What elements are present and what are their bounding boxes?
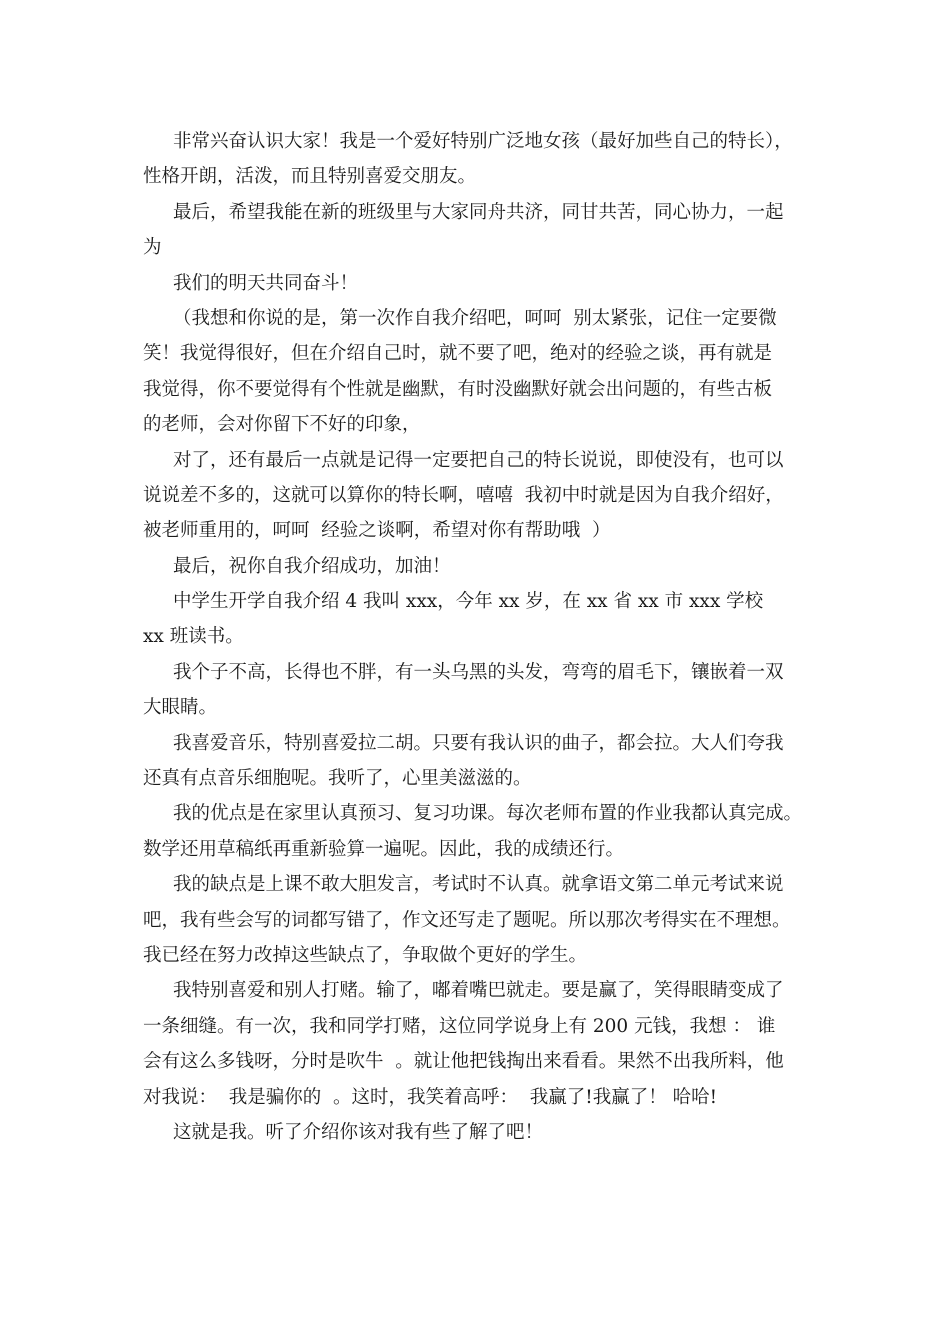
text-line: 的老师，会对你留下不好的印象， — [143, 414, 421, 436]
text-line: xx 班读书。 — [143, 626, 244, 648]
text-line: 我喜爱音乐，特别喜爱拉二胡。只要有我认识的曲子，都会拉。大人们夸我 — [173, 732, 784, 754]
text-line: （我想和你说的是，第一次作自我介绍吧，呵呵 别太紧张，记住一定要微 — [173, 307, 777, 329]
document-body — [143, 124, 815, 1150]
text-line: 还真有点音乐细胞呢。我听了，心里美滋滋的。 — [143, 768, 532, 790]
text-line: 笑！我觉得很好，但在介绍自己时，就不要了吧，绝对的经验之谈，再有就是 — [143, 343, 773, 365]
text-line: 大眼睛。 — [143, 697, 218, 719]
text-line: 对我说： 我是骗你的 。这时，我笑着高呼： 我赢了!我赢了！ 哈哈! — [143, 1086, 718, 1108]
text-line: 说说差不多的，这就可以算你的特长啊，嘻嘻 我初中时就是因为自我介绍好， — [143, 484, 784, 506]
text-line: 我的优点是在家里认真预习、复习功课。每次老师布置的作业我都认真完成。 — [173, 803, 803, 825]
text-line: 会有这么多钱呀，分时是吹牛 。就让他把钱掏出来看看。果然不出我所料，他 — [143, 1051, 784, 1073]
text-line: 中学生开学自我介绍 4 我叫 xxx，今年 xx 岁，在 xx 省 xx 市 xxx 学校 — [173, 591, 764, 613]
text-line: 最后，祝你自我介绍成功，加油！ — [173, 555, 451, 577]
text-line: 对了，还有最后一点就是记得一定要把自己的特长说说，即使没有，也可以 — [173, 449, 784, 471]
text-line: 性格开朗，活泼，而且特别喜爱交朋友。 — [143, 166, 477, 188]
text-line: 我特别喜爱和别人打赌。输了，嘟着嘴巴就走。要是赢了，笑得眼睛变成了 — [173, 980, 784, 1002]
text-line: 最后，希望我能在新的班级里与大家同舟共济，同甘共苦，同心协力，一起 — [173, 201, 784, 223]
text-line: 为 — [143, 237, 162, 259]
text-line: 非常兴奋认识大家！我是一个爱好特别广泛地女孩（最好加些自己的特长）， — [173, 131, 793, 152]
text-line: 吧，我有些会写的词都写错了，作文还写走了题呢。所以那次考得实在不理想。 — [143, 909, 791, 931]
text-line: 数学还用草稿纸再重新验算一遍呢。因此，我的成绩还行。 — [143, 838, 625, 860]
text-line: 我的缺点是上课不敢大胆发言，考试时不认真。就拿语文第二单元考试来说 — [173, 874, 784, 896]
text-line: 这就是我。听了介绍你该对我有些了解了吧！ — [173, 1121, 544, 1143]
text-line: 被老师重用的，呵呵 经验之谈啊，希望对你有帮助哦 ） — [143, 520, 611, 542]
text-line: 我已经在努力改掉这些缺点了，争取做个更好的学生。 — [143, 944, 588, 966]
text-line: 我觉得，你不要觉得有个性就是幽默，有时没幽默好就会出问题的，有些古板 — [143, 378, 773, 400]
text-line: 我们的明天共同奋斗！ — [173, 272, 359, 294]
text-line: 我个子不高，长得也不胖，有一头乌黑的头发，弯弯的眉毛下，镶嵌着一双 — [173, 661, 784, 683]
text-line: 一条细缝。有一次，我和同学打赌，这位同学说身上有 200 元钱，我想 ： 谁 — [143, 1015, 776, 1037]
